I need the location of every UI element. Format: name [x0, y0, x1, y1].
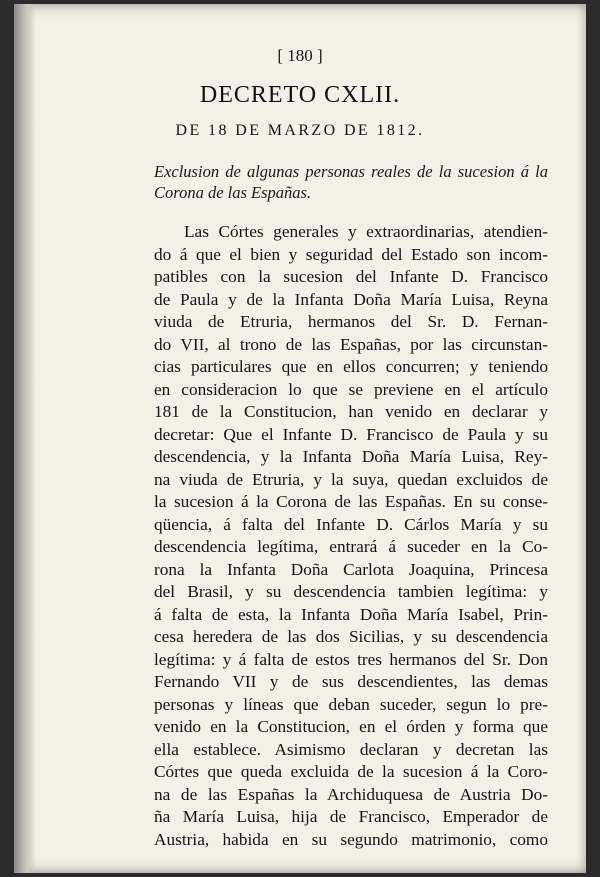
body-line: legítima: y á falta de estos tres hermanos del Sr. Don: [154, 649, 548, 669]
body-line: rona la Infanta Doña Carlota Joaquina, Princesa: [154, 559, 548, 579]
decree-date: DE 18 DE MARZO DE 1812.: [175, 122, 425, 139]
body-line: na de las Españas la Archiduquesa de Austria Do-: [154, 784, 548, 804]
decree-title: DECRETO CXLII.: [199, 82, 401, 108]
body-line: venido en la Constitucion, en el órden y forma que: [154, 717, 548, 736]
book-page: [14, 4, 586, 873]
body-line: descendencia, y la Infanta Doña María Luisa, Rey-: [154, 447, 548, 466]
body-line: Austria, habida en su segundo matrimonio, como: [154, 829, 548, 849]
body-line: de Paula y de la Infanta Doña María Luisa, Reyna: [154, 289, 548, 309]
body-line: 181 de la Constitucion, han venido en declarar y: [154, 402, 548, 421]
body-line: la sucesion á la Corona de las Españas. En su conse-: [154, 492, 548, 511]
body-line: viuda de Etruria, hermanos del Sr. D. Fernan-: [154, 312, 548, 331]
page-number: [ 180 ]: [277, 46, 323, 65]
body-line: ña María Luisa, hija de Francisco, Emperador de: [154, 807, 548, 826]
decree-summary: Exclusion de algunas personas reales de la sucesion á la Corona de las Españas.: [154, 162, 548, 202]
body-line: decretar: Que el Infante D. Francisco de Paula y su: [154, 424, 548, 444]
body-line: Fernando VII y de sus descendientes, las demas: [154, 672, 548, 691]
body-line: descendencia legítima, entrará á suceder en la Co-: [154, 537, 548, 556]
body-line: ella establece. Asimismo declaran y decretan las: [154, 739, 548, 759]
body-line: cias particulares que en ellos concurren; y teniendo: [154, 357, 548, 376]
body-line: do VII, al trono de las Españas, por las circunstan-: [154, 334, 548, 354]
body-line: Las Córtes generales y extraordinarias, atendien-: [184, 222, 548, 241]
body-line: qüencia, á falta del Infante D. Cárlos María y su: [154, 514, 548, 534]
body-line: á falta de esta, la Infanta Doña María Isabel, Prin-: [154, 604, 548, 624]
body-line: del Brasil, y su descendencia tambien legítima: y: [154, 582, 548, 601]
body-line: na viuda de Etruria, y la suya, quedan excluidos de: [154, 469, 548, 489]
body-line: cesa heredera de las dos Sicilias, y su descendencia: [154, 627, 548, 646]
body-line: personas y líneas que deban suceder, segun lo pre-: [154, 694, 548, 714]
body-line: en consideracion lo que se previene en el artículo: [154, 379, 548, 399]
decree-body: [154, 221, 548, 851]
body-line: do á que el bien y seguridad del Estado son incom-: [154, 244, 548, 264]
body-line: patibles con la sucesion del Infante D. Francisco: [154, 267, 548, 286]
body-line: Córtes que queda excluida de la sucesion á la Coro-: [154, 762, 548, 781]
